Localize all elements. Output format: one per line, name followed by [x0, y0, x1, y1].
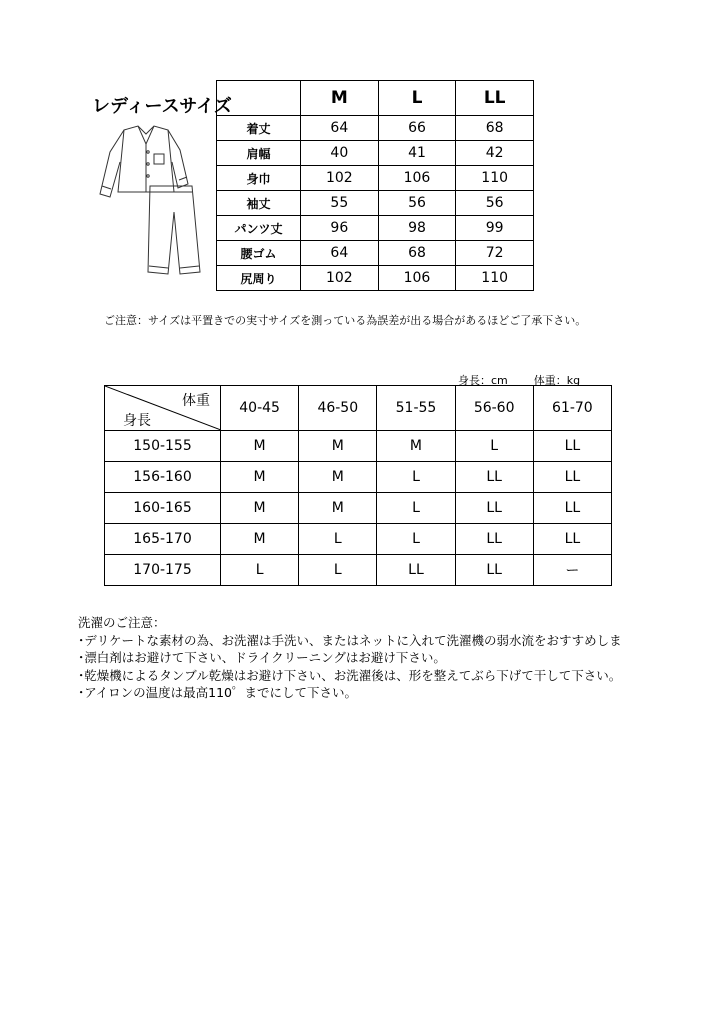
height-range-cell: 170-175	[105, 555, 221, 586]
table-cell: 55	[301, 191, 379, 216]
table-cell: 99	[456, 216, 534, 241]
table-cell: LL	[455, 493, 533, 524]
table-cell: 106	[378, 166, 456, 191]
height-range-cell: 150-155	[105, 431, 221, 462]
size-header-blank	[217, 81, 301, 116]
corner-cell	[105, 386, 221, 431]
weight-range-header: 51-55	[377, 386, 455, 431]
height-unit: 身長：cm	[458, 374, 508, 387]
table-row	[105, 493, 612, 524]
table-cell: LL	[455, 555, 533, 586]
row-label: 尻周り	[217, 266, 301, 291]
table-cell: 56	[456, 191, 534, 216]
table-cell: 110	[456, 166, 534, 191]
table-cell: ー	[533, 555, 611, 586]
fit-table	[104, 385, 612, 586]
size-table	[216, 80, 534, 291]
weight-range-header: 61-70	[533, 386, 611, 431]
page-title: レディースサイズ	[92, 96, 232, 117]
table-cell: 106	[378, 266, 456, 291]
table-cell: M	[221, 462, 299, 493]
table-cell: 110	[456, 266, 534, 291]
table-cell: 64	[301, 241, 379, 266]
measurement-note: ご注意：サイズは平置きでの実寸サイズを測っている為誤差が出る場合があるほどご了承下さい。	[104, 314, 587, 327]
table-cell: M	[299, 431, 377, 462]
table-row	[105, 431, 612, 462]
row-label: パンツ丈	[217, 216, 301, 241]
weight-unit: 体重：kg	[533, 374, 581, 387]
table-cell: LL	[377, 555, 455, 586]
care-line: ･デリケートな素材の為、お洗濯は手洗い、またはネットに入れて洗濯機の弱水流をおすすめしま	[78, 632, 622, 648]
table-row	[105, 555, 612, 586]
weight-range-header: 40-45	[221, 386, 299, 431]
table-cell: M	[377, 431, 455, 462]
table-cell: M	[299, 493, 377, 524]
table-cell: 68	[378, 241, 456, 266]
table-row	[217, 141, 534, 166]
height-range-cell: 156-160	[105, 462, 221, 493]
table-cell: L	[299, 555, 377, 586]
table-cell: LL	[533, 462, 611, 493]
size-header-cell: LL	[456, 81, 534, 116]
table-row	[217, 241, 534, 266]
table-cell: 102	[301, 266, 379, 291]
table-cell: L	[221, 555, 299, 586]
table-cell: 42	[456, 141, 534, 166]
care-line: ･アイロンの温度は最高110゜までにして下さい。	[78, 685, 357, 700]
height-range-cell: 160-165	[105, 493, 221, 524]
table-cell: 98	[378, 216, 456, 241]
corner-height-label: 身長	[123, 413, 151, 429]
row-label: 袖丈	[217, 191, 301, 216]
table-row	[105, 524, 612, 555]
table-row	[217, 266, 534, 291]
table-cell: M	[221, 431, 299, 462]
weight-range-header: 46-50	[299, 386, 377, 431]
table-cell: 64	[301, 116, 379, 141]
table-cell: L	[455, 431, 533, 462]
table-cell: 102	[301, 166, 379, 191]
table-cell: M	[299, 462, 377, 493]
row-label: 腰ゴム	[217, 241, 301, 266]
weight-range-header: 56-60	[455, 386, 533, 431]
table-cell: 68	[456, 116, 534, 141]
table-cell: L	[299, 524, 377, 555]
table-cell: M	[221, 524, 299, 555]
size-header-row	[217, 81, 534, 116]
pajama-illustration	[96, 122, 208, 282]
table-cell: LL	[455, 524, 533, 555]
corner-weight-label: 体重	[182, 393, 210, 409]
table-cell: 40	[301, 141, 379, 166]
table-cell: LL	[533, 493, 611, 524]
table-cell: L	[377, 462, 455, 493]
care-heading: 洗濯のご注意：	[78, 615, 166, 630]
table-cell: 66	[378, 116, 456, 141]
row-label: 着丈	[217, 116, 301, 141]
care-instructions	[78, 614, 622, 702]
table-row	[217, 116, 534, 141]
table-row	[217, 216, 534, 241]
table-cell: 41	[378, 141, 456, 166]
table-cell: 56	[378, 191, 456, 216]
care-line: ･乾燥機によるタンブル乾燥はお避け下さい、お洗濯後は、形を整えてぶら下げて干して下さい。	[78, 667, 622, 683]
row-label: 身巾	[217, 166, 301, 191]
height-range-cell: 165-170	[105, 524, 221, 555]
table-cell: L	[377, 493, 455, 524]
table-row	[217, 166, 534, 191]
size-header-cell: L	[378, 81, 456, 116]
size-header-cell: M	[301, 81, 379, 116]
fit-header-row	[105, 386, 612, 431]
care-line: ･漂白剤はお避けて下さい、ドライクリーニングはお避け下さい。	[78, 650, 446, 665]
table-cell: 96	[301, 216, 379, 241]
table-cell: LL	[533, 431, 611, 462]
table-cell: 72	[456, 241, 534, 266]
table-row	[105, 462, 612, 493]
row-label: 肩幅	[217, 141, 301, 166]
table-cell: L	[377, 524, 455, 555]
table-cell: LL	[455, 462, 533, 493]
table-row	[217, 191, 534, 216]
table-cell: LL	[533, 524, 611, 555]
table-cell: M	[221, 493, 299, 524]
